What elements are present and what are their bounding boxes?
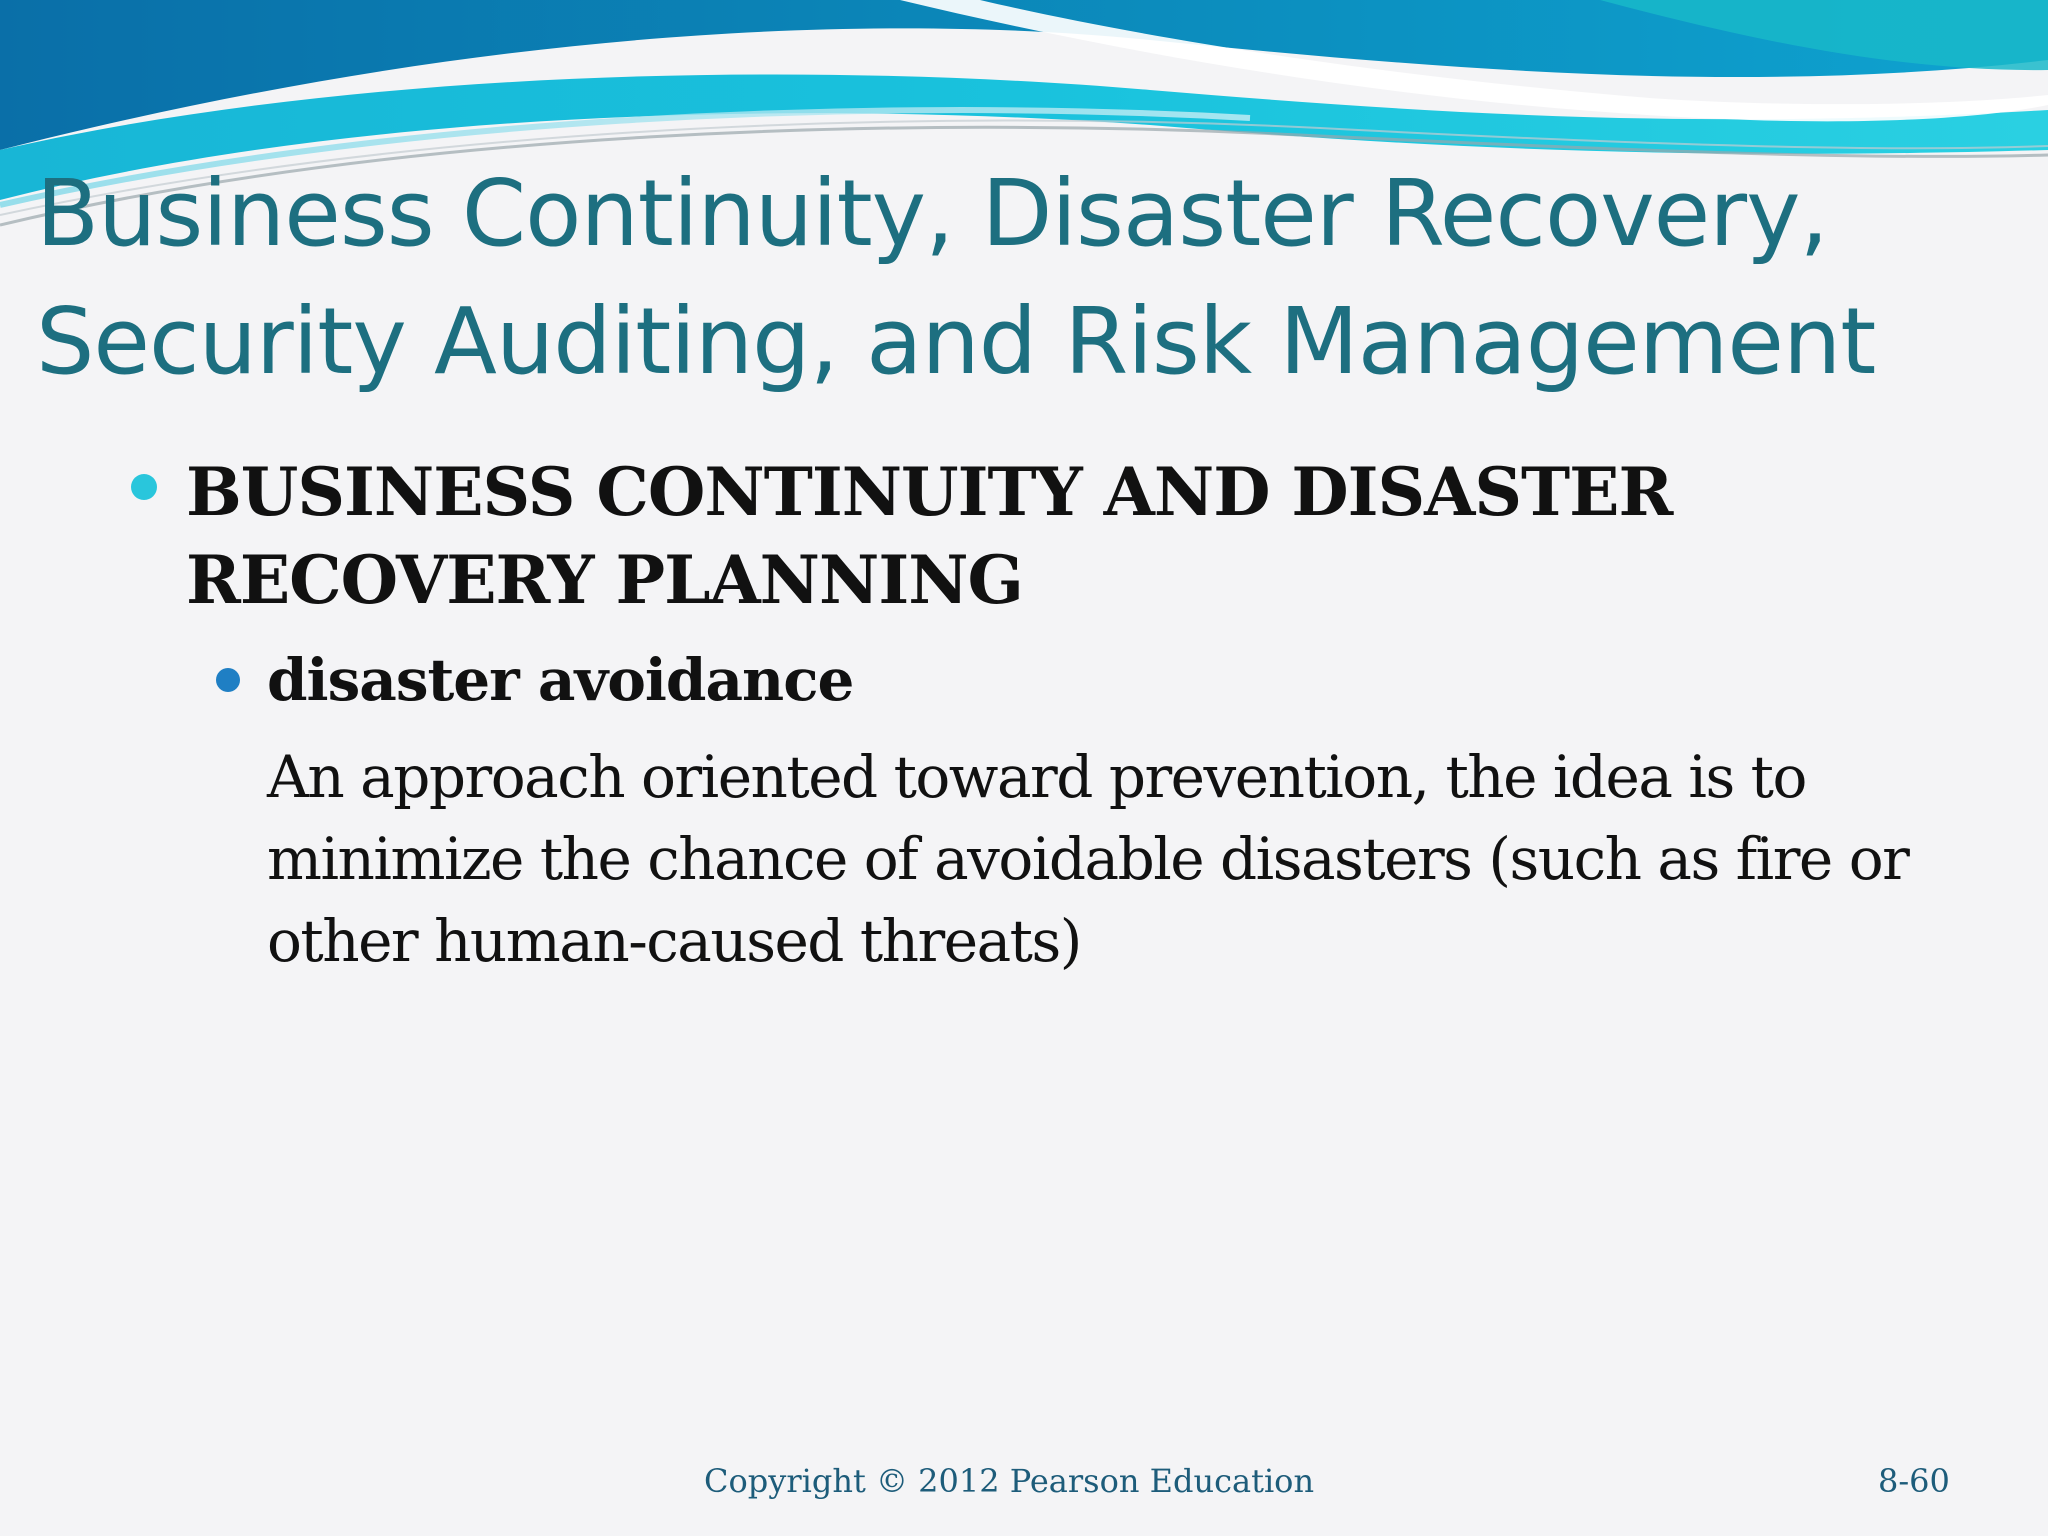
page-number: 8-60 xyxy=(1878,1462,1950,1500)
footer-copyright: Copyright © 2012 Pearson Education xyxy=(704,1462,1315,1500)
bullet-dot-icon xyxy=(131,474,157,500)
bullet-heading: BUSINESS CONTINUITY AND DISASTER RECOVERY PLANNING xyxy=(186,453,1673,619)
slide-title: Business Continuity, Disaster Recovery, Security Auditing, and Risk Management xyxy=(36,160,1876,395)
sub-bullet-term: disaster avoidance xyxy=(267,646,854,714)
sub-bullet-dot-icon xyxy=(216,668,240,692)
sub-bullet-description: An approach oriented toward prevention, the idea is to minimize the chance of avoidable disasters (such as fire or other human-caused threats) xyxy=(267,743,1909,975)
